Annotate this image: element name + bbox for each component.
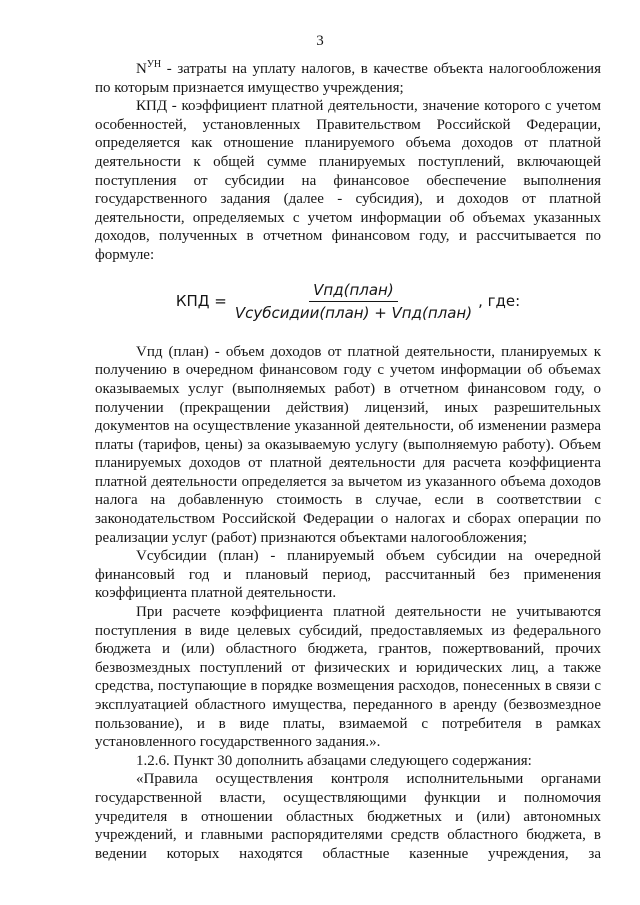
nun-text: - затраты на уплату налогов, в качестве объекта налогообложения по которым признается имущество учреждения; — [95, 61, 601, 96]
paragraph-kpd-definition: КПД - коэффициент платной деятельности, значение которого с учетом особенностей, установленных Правительством Российской Федерации, определяется как отношение планируемого объема доходов от платной деятельности к общей сумме планируемых поступлений, включающей поступления от субсидии на финансовое обеспечение выполнения государственного задания (далее - субсидия), и доходов от платной деятельности, определяемых с учетом информации об объемах указанных доходов, полученных в отчетном финансовом году, и рассчитывается по формуле: — [95, 98, 601, 263]
formula-tail: , где: — [478, 292, 521, 311]
formula-lhs: КПД = — [175, 292, 227, 311]
document-body — [95, 60, 601, 863]
paragraph-nun — [95, 60, 601, 97]
paragraph-calc: При расчете коэффициента платной деятельности не учитываются поступления в виде целевых субсидий, предоставляемых из федерального бюджета и (или) областного бюджета, грантов, пожертвований, прочих безвозмездных поступлений от физических и юридических лиц, а также средства, поступающие в порядке возмещения расходов, понесенных в связи с эксплуатацией областного имущества, переданного в аренду (безвозмездное пользование), и в виде платы, взимаемой с потребителя в рамках установленного государственного задания.». — [95, 604, 601, 751]
kpd-formula — [95, 281, 601, 323]
paragraph-rules: «Правила осуществления контроля исполнительными органами государственной власти, осуществляющими функции и полномочия учредителя в отношении областных бюджетных и (или) автономных учреждений, и главными распорядителями средств областного бюджета, в ведении которых находятся областные казенные учреждения, за — [95, 771, 601, 862]
paragraph-vsub: Vсубсидии (план) - планируемый объем субсидии на очередной финансовый год и плановый период, рассчитанный без применения коэффициента платной деятельности. — [95, 548, 601, 602]
paragraph-vpd: Vпд (план) - объем доходов от платной деятельности, планируемых к получению в очередном финансовом году с учетом информации об объемах оказываемых услуг (выполняемых работ) в отчетном финансовом году, о получении (прекращении действия) лицензий, иных разрешительных документов на осуществление указанной деятельности, об изменении размера платы (тарифов, цены) за оказываемую услугу (выполняемую работу). Объем планируемых доходов от платной деятельности для расчета коэффициента платной деятельности определяется за вычетом из указанного объема доходов налога на добавленную стоимость в случае, если в соответствии с законодательством Российской Федерации о налогах и сборах операции по реализации услуг (работ) признаются объектами налогообложения; — [95, 343, 601, 546]
paragraph-item-1-2-6: 1.2.6. Пункт 30 дополнить абзацами следующего содержания: — [136, 752, 532, 769]
page-number: 3 — [316, 33, 324, 49]
formula-numerator: Vпд(план) — [309, 281, 398, 303]
formula-denominator: Vсубсидии(план) + Vпд(план) — [234, 304, 473, 323]
nun-symbol: N — [136, 61, 147, 77]
nun-superscript: УН — [146, 59, 162, 70]
formula-fraction — [233, 281, 474, 323]
